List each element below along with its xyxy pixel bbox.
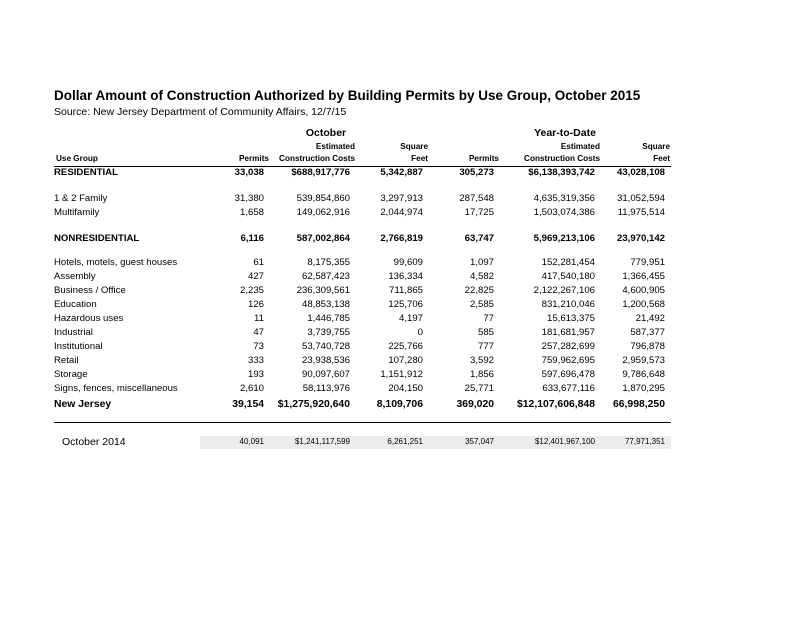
row-label: Retail [54,355,79,366]
table-row [54,256,671,270]
cell-costs: 3,739,755 [307,327,350,338]
comparison-costs: $1,241,117,599 [294,437,350,446]
cell-ytd-sqft: 43,028,108 [616,167,665,178]
cell-ytd-permits: 63,747 [464,233,494,244]
cell-permits: 33,038 [234,167,264,178]
comparison-row [54,435,671,449]
cell-costs: 53,740,728 [301,341,350,352]
table-row [54,354,671,368]
cell-ytd-sqft: 9,786,648 [622,369,665,380]
col-header-permits: Permits [238,154,269,163]
cell-ytd-permits: 3,592 [469,355,494,366]
cell-ytd-sqft: 23,970,142 [616,233,665,244]
cell-costs: 62,587,423 [301,271,350,282]
cell-costs: 149,062,916 [296,207,350,218]
cell-costs: 539,854,860 [296,193,350,204]
cell-ytd-permits: 17,725 [464,207,494,218]
col-header-ytd-est-1: Estimated [560,142,600,151]
cell-ytd-costs: 759,962,695 [541,355,595,366]
cell-permits: 73 [253,341,264,352]
comparison-ytd-costs: $12,401,967,100 [534,437,595,446]
cell-ytd-permits: 2,585 [469,299,494,310]
cell-permits: 2,235 [239,285,264,296]
row-label: Business / Office [54,285,126,296]
cell-costs: 8,175,355 [307,257,350,268]
table-row [54,398,671,412]
cell-sqft: 2,044,974 [380,207,423,218]
row-label: Hazardous uses [54,313,124,324]
col-header-ytd-sq-2: Feet [653,154,670,163]
table-row [54,192,671,206]
row-label: Signs, fences, miscellaneous [54,383,178,394]
cell-sqft: 136,334 [388,271,423,282]
row-label: Industrial [54,327,93,338]
cell-permits: 2,610 [239,383,264,394]
table-row [54,368,671,382]
cell-ytd-sqft: 1,366,455 [622,271,665,282]
cell-sqft: 1,151,912 [380,369,423,380]
cell-ytd-costs: 4,635,319,356 [533,193,595,204]
source-note: Source: New Jersey Department of Community Affairs, 12/7/15 [54,106,347,118]
cell-sqft: 0 [417,327,423,338]
row-label: 1 & 2 Family [54,193,108,204]
table-row [54,166,671,180]
cell-ytd-sqft: 1,200,568 [622,299,665,310]
cell-costs: 236,309,561 [296,285,350,296]
cell-ytd-sqft: 11,975,514 [617,207,665,218]
comparison-sqft: 6,261,251 [387,437,423,446]
cell-permits: 31,380 [234,193,264,204]
col-header-ytd-est-2: Construction Costs [524,154,600,163]
cell-ytd-permits: 77 [483,313,494,324]
cell-ytd-costs: 181,681,957 [541,327,595,338]
cell-ytd-costs: 15,613,375 [546,313,595,324]
page-title: Dollar Amount of Construction Authorized by Building Permits by Use Group, October 2015 [54,88,641,103]
cell-costs: 90,097,607 [301,369,350,380]
cell-ytd-costs: 152,281,454 [541,257,595,268]
cell-sqft: 204,150 [388,383,423,394]
cell-ytd-costs: $6,138,393,742 [528,167,595,178]
cell-ytd-permits: 777 [477,341,494,352]
cell-costs: 48,853,138 [301,299,350,310]
row-label: Education [54,299,97,310]
cell-ytd-sqft: 66,998,250 [612,399,665,410]
row-label: Hotels, motels, guest houses [54,257,178,268]
table-row [54,312,671,326]
cell-ytd-permits: 1,097 [469,257,494,268]
cell-sqft: 711,865 [389,285,423,296]
table-row [54,284,671,298]
row-label: New Jersey [54,399,112,410]
cell-costs: $1,275,920,640 [277,399,350,410]
cell-permits: 193 [247,369,264,380]
cell-ytd-sqft: 2,959,573 [622,355,665,366]
group-header-ytd: Year-to-Date [534,127,596,139]
cell-ytd-sqft: 4,600,905 [622,285,665,296]
cell-ytd-costs: 597,696,478 [541,369,595,380]
row-label: RESIDENTIAL [54,167,118,178]
col-header-ytd-sq-1: Square [642,142,670,151]
row-label: Multifamily [54,207,100,218]
cell-ytd-permits: 585 [477,327,494,338]
cell-sqft: 99,609 [393,257,423,268]
cell-ytd-costs: 831,210,046 [541,299,595,310]
cell-ytd-permits: 22,825 [464,285,494,296]
cell-costs: 58,113,976 [302,383,350,394]
cell-costs: 23,938,536 [301,355,350,366]
cell-permits: 427 [247,271,264,282]
cell-ytd-sqft: 779,951 [630,257,665,268]
cell-ytd-sqft: 796,878 [630,341,665,352]
cell-ytd-costs: 633,677,116 [542,383,595,394]
col-header-sq-1: Square [400,142,428,151]
col-header-est-1: Estimated [315,142,355,151]
comparison-band [200,436,671,449]
cell-ytd-permits: 305,273 [459,167,494,178]
cell-ytd-costs: 2,122,267,106 [533,285,595,296]
col-header-use-group: Use Group [56,154,98,163]
cell-sqft: 8,109,706 [376,399,423,410]
cell-ytd-permits: 369,020 [456,399,494,410]
cell-ytd-costs: 1,503,074,386 [533,207,595,218]
cell-ytd-permits: 4,582 [469,271,494,282]
cell-permits: 6,116 [240,233,264,244]
cell-costs: 587,002,864 [296,233,350,244]
table-row [54,326,671,340]
cell-ytd-sqft: 587,377 [630,327,665,338]
cell-costs: $688,917,776 [291,167,350,178]
comparison-permits: 40,091 [239,437,264,446]
cell-ytd-sqft: 31,052,594 [616,193,665,204]
cell-sqft: 107,280 [388,355,423,366]
cell-ytd-permits: 1,856 [469,369,494,380]
table-row [54,298,671,312]
cell-sqft: 125,706 [388,299,423,310]
cell-sqft: 225,766 [388,341,423,352]
cell-ytd-costs: 257,282,699 [541,341,595,352]
cell-costs: 1,446,785 [307,313,350,324]
row-label: Storage [54,369,88,380]
cell-ytd-permits: 25,771 [464,383,494,394]
table-row [54,232,671,246]
cell-sqft: 3,297,913 [380,193,423,204]
comparison-ytd-sqft: 77,971,351 [624,437,665,446]
col-header-est-2: Construction Costs [279,154,355,163]
row-label: NONRESIDENTIAL [54,233,140,244]
group-header-october: October [305,127,347,139]
cell-permits: 11 [254,313,264,324]
table-row [54,270,671,284]
cell-ytd-permits: 287,548 [459,193,494,204]
cell-permits: 126 [247,299,264,310]
cell-permits: 1,658 [239,207,264,218]
cell-sqft: 2,766,819 [380,233,423,244]
row-label: Institutional [54,341,103,352]
cell-ytd-costs: 5,969,213,106 [533,233,595,244]
bottom-rule [54,422,671,423]
cell-sqft: 5,342,887 [380,167,423,178]
cell-permits: 333 [247,355,264,366]
col-header-sq-2: Feet [411,154,428,163]
cell-permits: 47 [253,327,264,338]
cell-ytd-sqft: 21,492 [635,313,665,324]
cell-ytd-sqft: 1,870,295 [622,383,665,394]
table-row [54,206,671,220]
table-row [54,340,671,354]
cell-sqft: 4,197 [398,313,423,324]
cell-permits: 39,154 [232,399,264,410]
cell-ytd-costs: $12,107,606,848 [516,399,595,410]
col-header-ytd-permits: Permits [468,154,499,163]
cell-permits: 61 [253,257,264,268]
comparison-label: October 2014 [62,436,126,448]
comparison-ytd-permits: 357,047 [465,437,494,446]
row-label: Assembly [54,271,96,282]
cell-ytd-costs: 417,540,180 [541,271,595,282]
table-row [54,382,671,396]
